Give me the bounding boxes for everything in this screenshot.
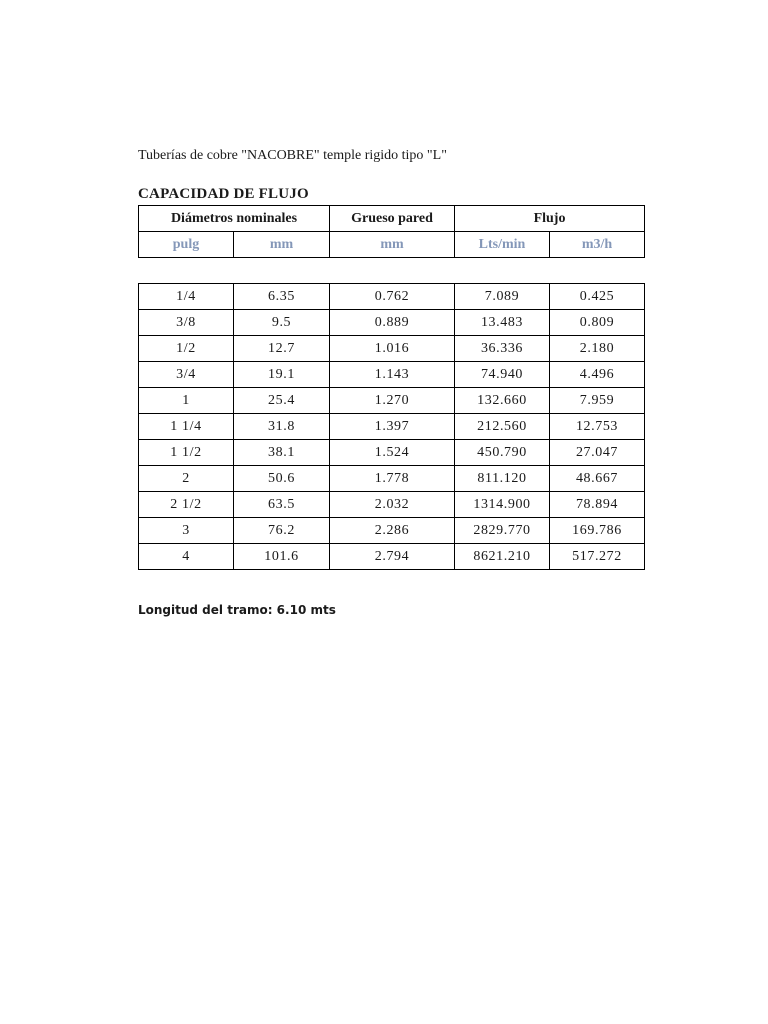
table-cell: 0.889 <box>330 310 455 336</box>
table-cell: 2829.770 <box>455 518 550 544</box>
table-row <box>139 544 645 570</box>
section-title: CAPACIDAD DE FLUJO <box>138 186 309 202</box>
table-cell: 132.660 <box>455 388 550 414</box>
table-cell: 7.959 <box>550 388 645 414</box>
table-row <box>139 492 645 518</box>
table-cell: 1.778 <box>330 466 455 492</box>
table-cell: 74.940 <box>455 362 550 388</box>
table-cell: 517.272 <box>550 544 645 570</box>
table-cell: 2 <box>139 466 234 492</box>
table-cell: 1.143 <box>330 362 455 388</box>
table-cell: 1/4 <box>139 284 234 310</box>
table-cell: 1.524 <box>330 440 455 466</box>
table-cell: 27.047 <box>550 440 645 466</box>
header-flow: Flujo <box>455 206 645 232</box>
table-cell: 63.5 <box>234 492 330 518</box>
flow-capacity-data-table <box>138 283 645 570</box>
table-cell: 38.1 <box>234 440 330 466</box>
table-cell: 3/8 <box>139 310 234 336</box>
table-row <box>139 310 645 336</box>
table-cell: 13.483 <box>455 310 550 336</box>
table-cell: 212.560 <box>455 414 550 440</box>
table-cell: 6.35 <box>234 284 330 310</box>
table-cell: 4.496 <box>550 362 645 388</box>
table-cell: 2.286 <box>330 518 455 544</box>
table-row <box>139 362 645 388</box>
table-cell: 1.270 <box>330 388 455 414</box>
table-cell: 76.2 <box>234 518 330 544</box>
table-cell: 12.753 <box>550 414 645 440</box>
table-cell: 3 <box>139 518 234 544</box>
table-cell: 1314.900 <box>455 492 550 518</box>
table-row <box>139 466 645 492</box>
table-cell: 0.425 <box>550 284 645 310</box>
table-cell: 1 <box>139 388 234 414</box>
table-cell: 9.5 <box>234 310 330 336</box>
table-cell: 48.667 <box>550 466 645 492</box>
table-cell: 19.1 <box>234 362 330 388</box>
table-cell: 25.4 <box>234 388 330 414</box>
unit-mm-wall: mm <box>330 232 455 258</box>
table-cell: 0.809 <box>550 310 645 336</box>
table-cell: 3/4 <box>139 362 234 388</box>
table-row <box>139 336 645 362</box>
table-cell: 811.120 <box>455 466 550 492</box>
table-cell: 2.180 <box>550 336 645 362</box>
table-row <box>139 414 645 440</box>
table-cell: 1.016 <box>330 336 455 362</box>
table-cell: 1 1/2 <box>139 440 234 466</box>
table-cell: 1 1/4 <box>139 414 234 440</box>
table-cell: 2.794 <box>330 544 455 570</box>
table-row <box>139 388 645 414</box>
flow-capacity-header-table <box>138 205 645 258</box>
table-cell: 2.032 <box>330 492 455 518</box>
section-length-note: Longitud del tramo: 6.10 mts <box>138 603 336 617</box>
table-row <box>139 284 645 310</box>
table-cell: 450.790 <box>455 440 550 466</box>
table-cell: 1.397 <box>330 414 455 440</box>
header-units-row <box>139 232 645 258</box>
table-cell: 101.6 <box>234 544 330 570</box>
table-cell: 2 1/2 <box>139 492 234 518</box>
table-cell: 1/2 <box>139 336 234 362</box>
table-cell: 36.336 <box>455 336 550 362</box>
intro-text: Tuberías de cobre "NACOBRE" temple rigido tipo "L" <box>138 148 447 163</box>
table-row <box>139 518 645 544</box>
table-cell: 31.8 <box>234 414 330 440</box>
table-cell: 12.7 <box>234 336 330 362</box>
table-row <box>139 440 645 466</box>
unit-m3-h: m3/h <box>550 232 645 258</box>
unit-lts-min: Lts/min <box>455 232 550 258</box>
table-cell: 4 <box>139 544 234 570</box>
table-cell: 50.6 <box>234 466 330 492</box>
header-group-row <box>139 206 645 232</box>
table-cell: 8621.210 <box>455 544 550 570</box>
unit-pulg: pulg <box>139 232 234 258</box>
unit-mm-diameter: mm <box>234 232 330 258</box>
table-cell: 78.894 <box>550 492 645 518</box>
table-cell: 7.089 <box>455 284 550 310</box>
table-cell: 169.786 <box>550 518 645 544</box>
header-wall-thickness: Grueso pared <box>330 206 455 232</box>
table-cell: 0.762 <box>330 284 455 310</box>
header-nominal-diameters: Diámetros nominales <box>139 206 330 232</box>
